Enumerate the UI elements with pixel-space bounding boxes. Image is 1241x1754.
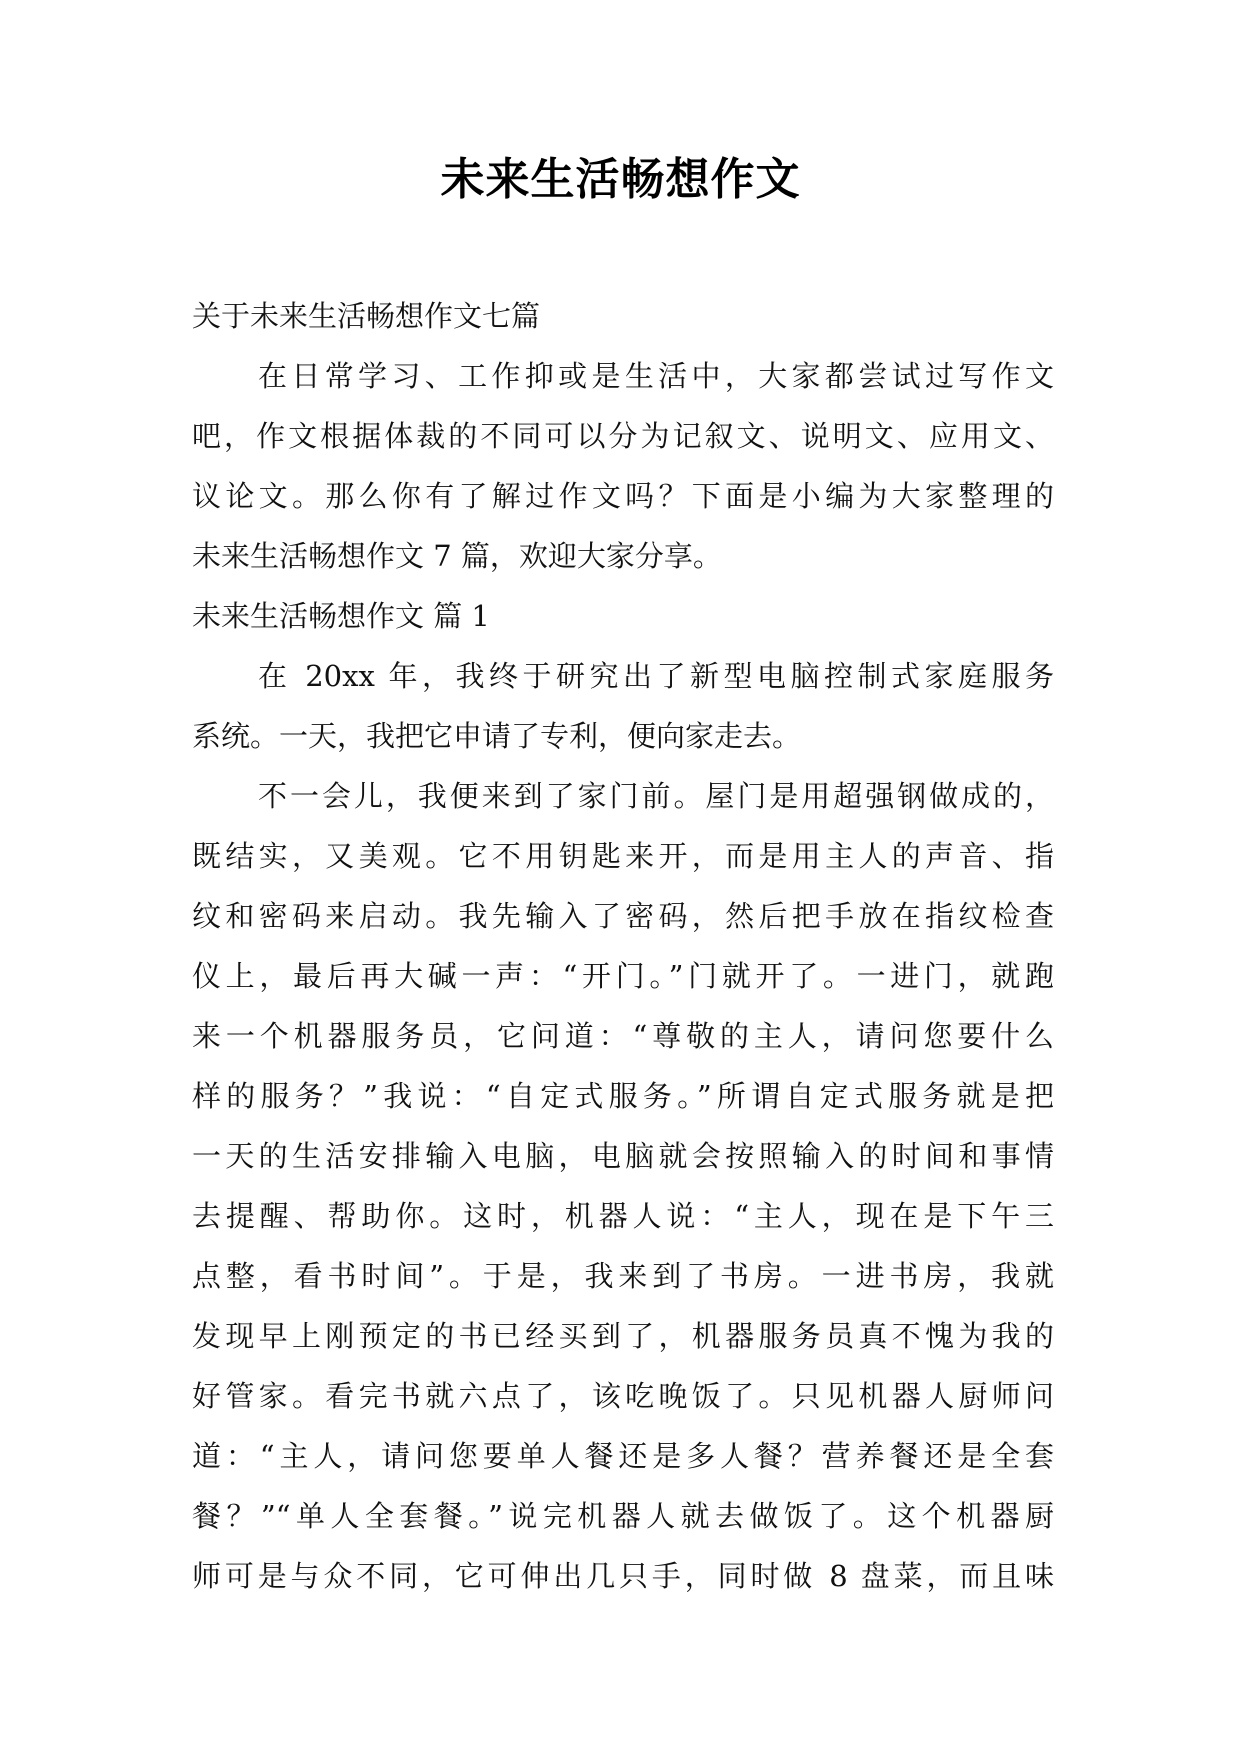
text-line: 餐？”“单人全套餐。”说完机器人就去做饭了。这个机器厨: [192, 1499, 1054, 1533]
text-line: 系统。一天，我把它申请了专利，便向家走去。: [192, 719, 802, 753]
text-line: 纹和密码来启动。我先输入了密码，然后把手放在指纹检查: [192, 899, 1054, 933]
text-line: 发现早上刚预定的书已经买到了，机器服务员真不愧为我的: [192, 1319, 1054, 1353]
text-line: 师可是与众不同，它可伸出几只手，同时做 8 盘菜，而且味: [192, 1559, 1054, 1593]
document-body: [192, 286, 1054, 1606]
text-line: 去提醒、帮助你。这时，机器人说：“主人，现在是下午三: [192, 1199, 1054, 1233]
text-line: 仪上，最后再大碱一声：“开门。”门就开了。一进门，就跑: [192, 959, 1054, 993]
text-line: 在 20xx 年，我终于研究出了新型电脑控制式家庭服务: [258, 659, 1054, 693]
section-heading: 未来生活畅想作文 篇 1: [192, 599, 490, 633]
text-line: 不一会儿，我便来到了家门前。屋门是用超强钢做成的，: [258, 779, 1054, 813]
text-line: 点整，看书时间”。于是，我来到了书房。一进书房，我就: [192, 1259, 1054, 1293]
document-title: 未来生活畅想作文: [440, 154, 801, 205]
text-line: 好管家。看完书就六点了，该吃晚饭了。只见机器人厨师问: [192, 1379, 1054, 1413]
text-line: 道：“主人，请问您要单人餐还是多人餐？营养餐还是全套: [192, 1439, 1054, 1473]
text-line: 一天的生活安排输入电脑，电脑就会按照输入的时间和事情: [192, 1139, 1054, 1173]
subtitle-line: 关于未来生活畅想作文七篇: [192, 299, 541, 333]
text-line: 吧，作文根据体裁的不同可以分为记叙文、说明文、应用文、: [192, 419, 1054, 453]
text-line: 来一个机器服务员，它问道：“尊敬的主人，请问您要什么: [192, 1019, 1054, 1053]
text-line: 未来生活畅想作文 7 篇，欢迎大家分享。: [192, 539, 722, 573]
text-line: 在日常学习、工作抑或是生活中，大家都尝试过写作文: [258, 359, 1054, 393]
text-line: 议论文。那么你有了解过作文吗？下面是小编为大家整理的: [192, 479, 1054, 513]
text-line: 样的服务？”我说：“自定式服务。”所谓自定式服务就是把: [192, 1079, 1054, 1113]
text-line: 既结实，又美观。它不用钥匙来开，而是用主人的声音、指: [192, 839, 1054, 873]
